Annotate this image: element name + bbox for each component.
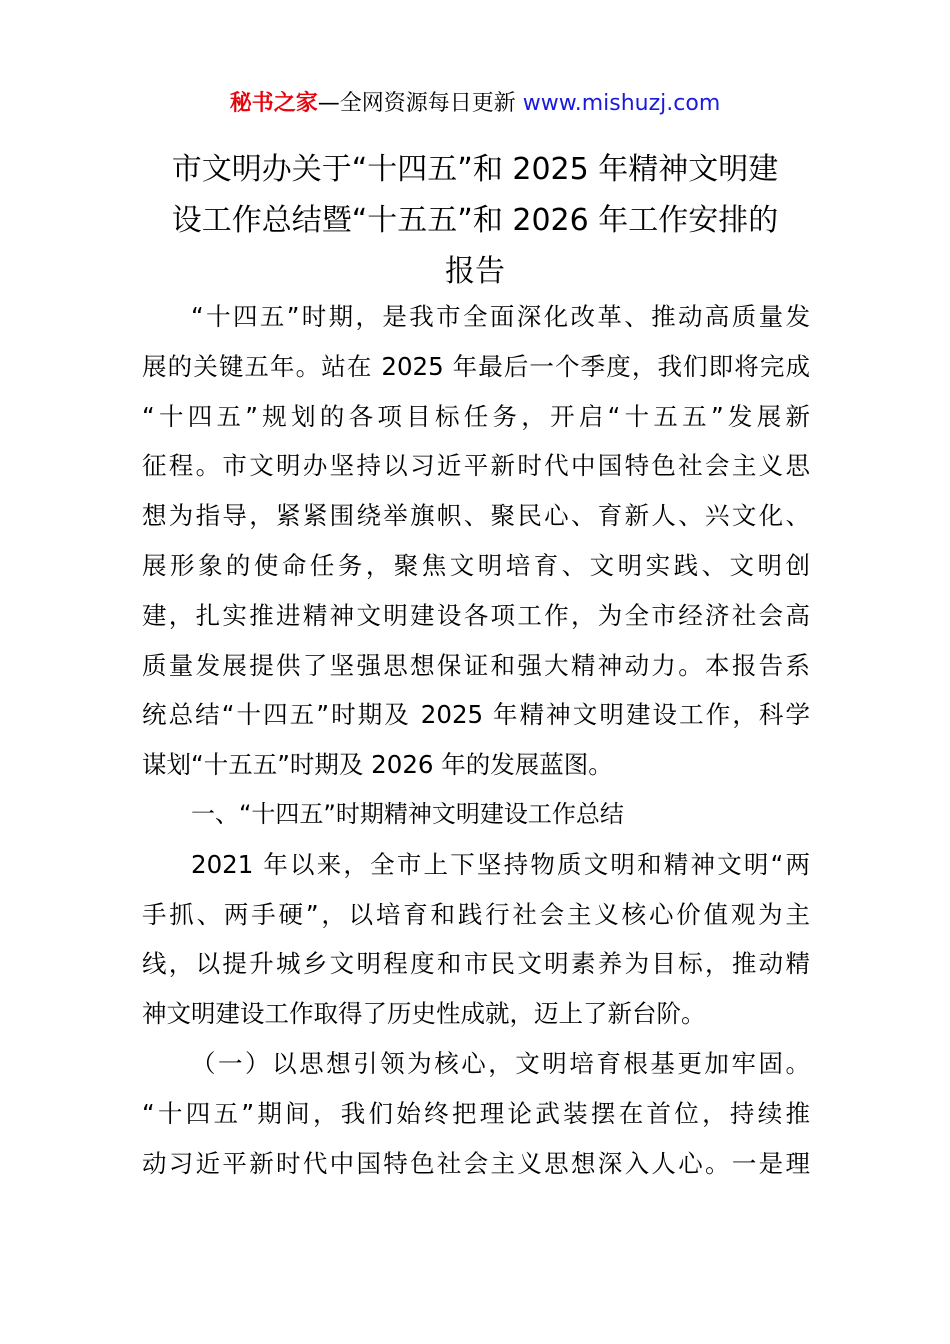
paragraph-line: 展的关键五年。站在 2025 年最后一个季度，我们即将完成 [142, 351, 810, 381]
paragraph-line: “十四五”期间，我们始终把理论武装摆在首位，持续推 [142, 1098, 810, 1128]
paragraph-line: 统总结“十四五”时期及 2025 年精神文明建设工作，科学 [142, 700, 810, 730]
paragraph-line: “十四五”规划的各项目标任务，开启“十五五”发展新 [142, 401, 810, 431]
title-line-1: 市文明办关于“十四五”和 2025 年精神文明建 [171, 152, 779, 187]
paragraph-line: 建，扎实推进精神文明建设各项工作，为全市经济社会高 [142, 600, 810, 630]
paragraph-line: 征程。市文明办坚持以习近平新时代中国特色社会主义思 [142, 451, 810, 481]
brand-name: 秘书之家 [229, 91, 318, 116]
paragraph-line: 手抓、两手硬”，以培育和践行社会主义核心价值观为主 [142, 899, 810, 929]
paragraph-line: 质量发展提供了坚强思想保证和强大精神动力。本报告系 [142, 650, 810, 680]
paragraph-line: 想为指导，紧紧围绕举旗帜、聚民心、育新人、兴文化、 [142, 501, 810, 531]
title-line-3: 报告 [445, 254, 505, 289]
paragraph-line: 神文明建设工作取得了历史性成就，迈上了新台阶。 [142, 999, 706, 1029]
paragraph-line: 展形象的使命任务，聚焦文明培育、文明实践、文明创 [142, 550, 810, 580]
subsection-heading: （一）以思想引领为核心，文明培育根基更加牢固。 [191, 1048, 810, 1078]
header-tagline: —全网资源每日更新 [317, 91, 523, 116]
paragraph-line: 谋划“十五五”时期及 2026 年的发展蓝图。 [142, 750, 613, 780]
paragraph-line: 动习近平新时代中国特色社会主义思想深入人心。一是理 [142, 1148, 810, 1178]
site-url-link[interactable]: www.mishuzj.com [522, 91, 721, 116]
document-title [140, 144, 810, 297]
paragraph-line: 2021 年以来，全市上下坚持物质文明和精神文明“两 [191, 849, 810, 879]
title-line-2: 设工作总结暨“十五五”和 2026 年工作安排的 [171, 203, 779, 238]
site-header [0, 88, 950, 120]
document-body [142, 292, 810, 1188]
paragraph-line: 线，以提升城乡文明程度和市民文明素养为目标，推动精 [142, 949, 810, 979]
section-heading: 一、“十四五”时期精神文明建设工作总结 [191, 799, 624, 828]
paragraph-line: “十四五”时期，是我市全面深化改革、推动高质量发 [191, 302, 810, 331]
